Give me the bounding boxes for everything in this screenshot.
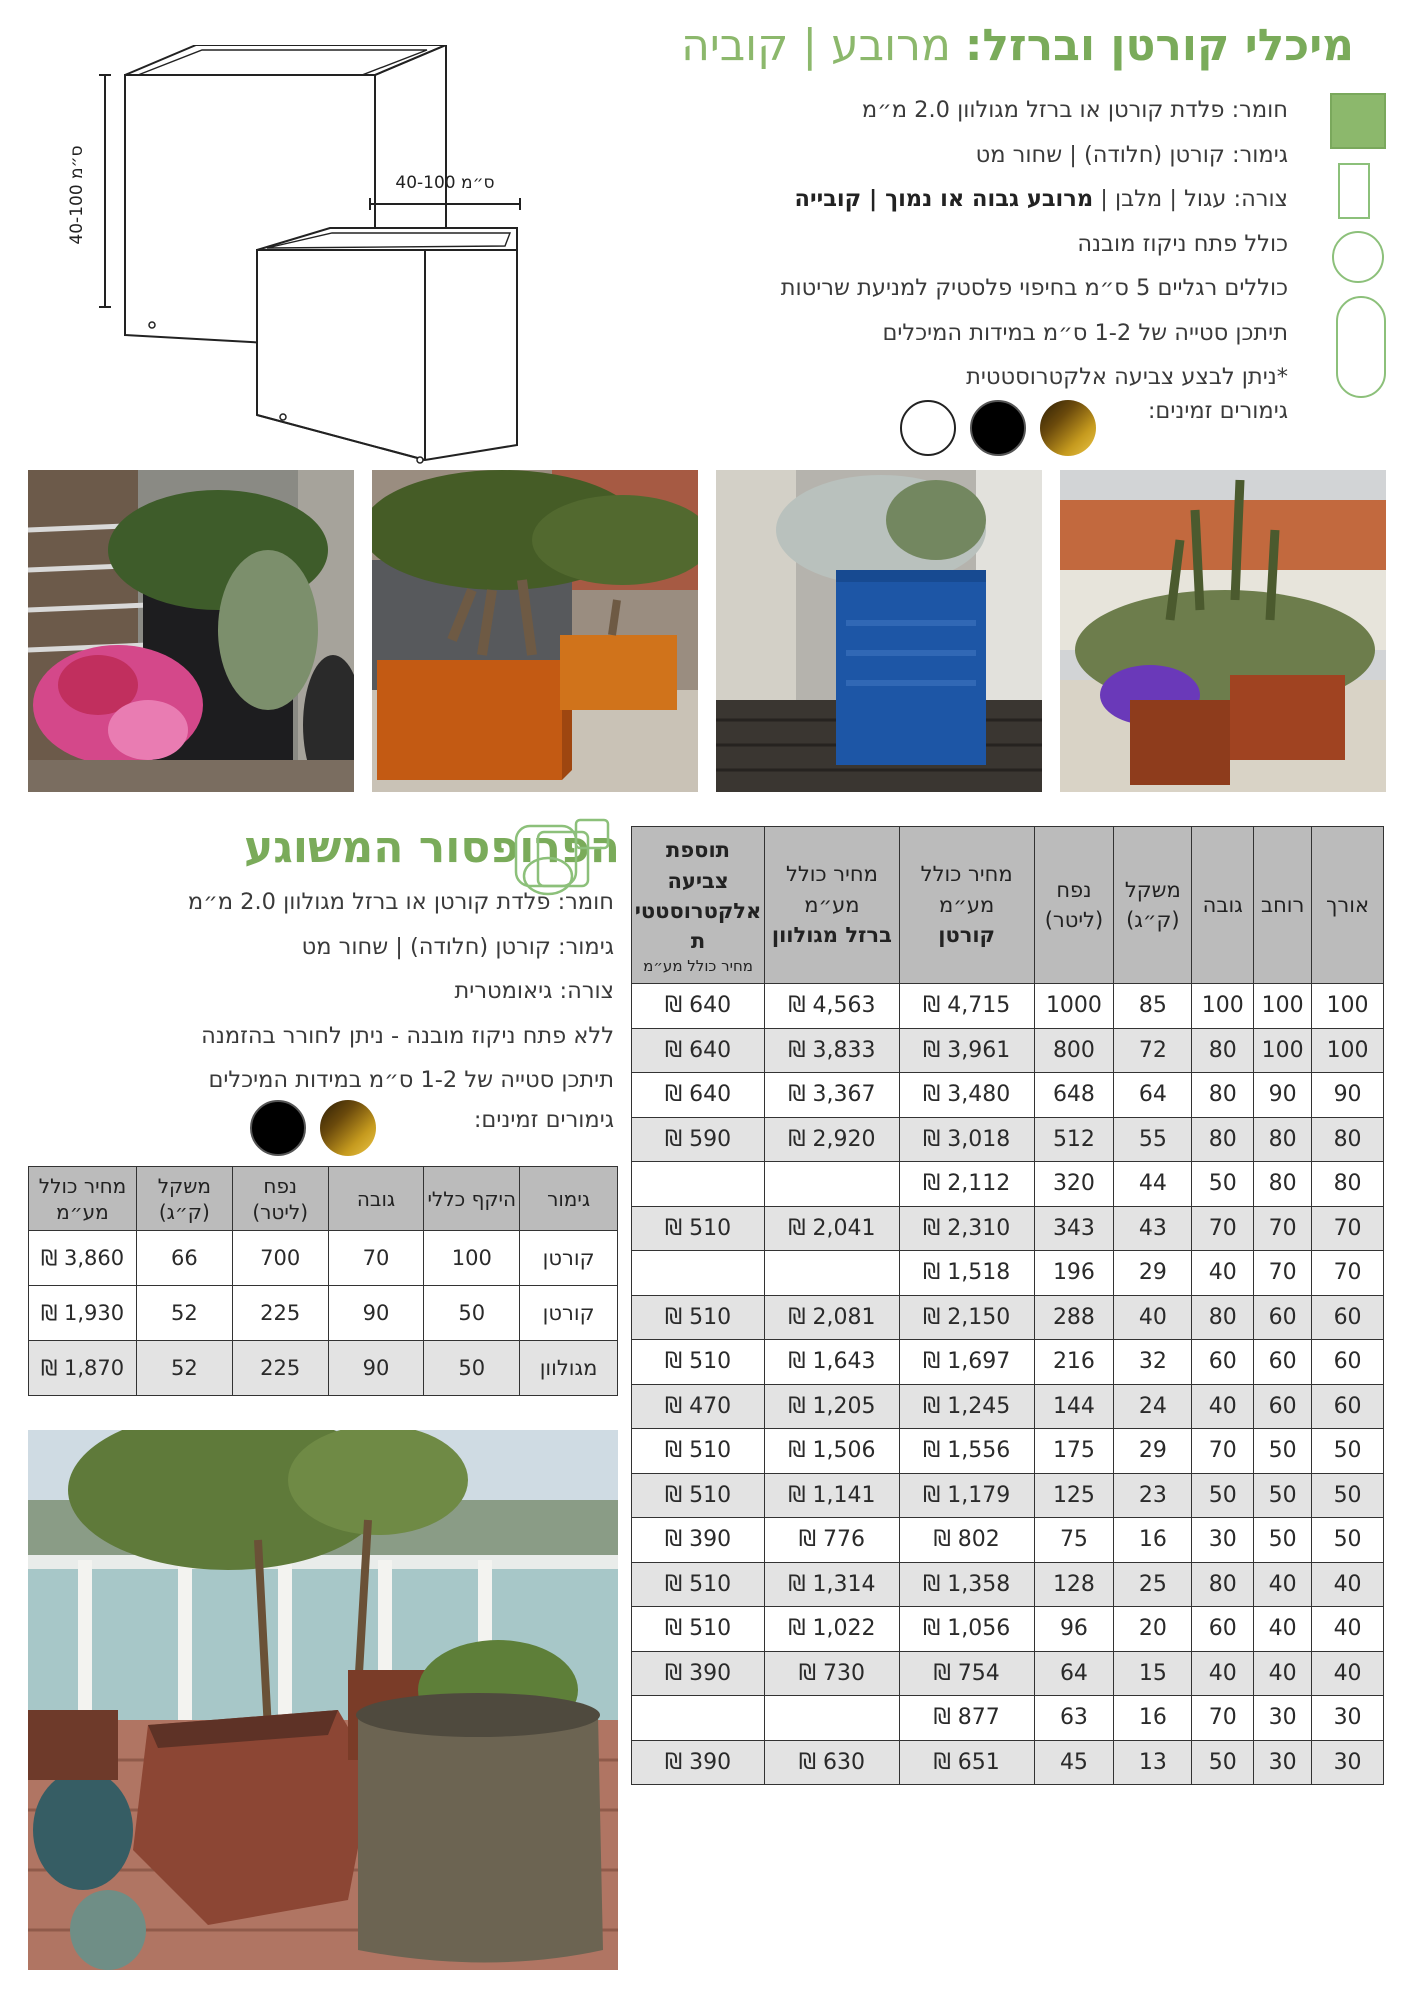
table-cell: 2,081 ₪: [765, 1295, 900, 1340]
table-cell: 2,041 ₪: [765, 1206, 900, 1251]
header-corten-price: מחיר כולל מע״מ קורטן: [899, 827, 1034, 984]
professor-spec-finish: גימור: קורטן (חלודה) | שחור מט: [301, 933, 614, 960]
table-cell: 3,018 ₪: [899, 1117, 1034, 1162]
table-cell: 1,179 ₪: [899, 1473, 1034, 1518]
table-row: [632, 1073, 1384, 1118]
photo-bonsai-corten-planters: [372, 470, 698, 792]
table-cell: 70: [1192, 1206, 1254, 1251]
table-cell: 3,367 ₪: [765, 1073, 900, 1118]
table-cell: 40: [1192, 1251, 1254, 1296]
table-row: [632, 984, 1384, 1029]
table-cell: 1,141 ₪: [765, 1473, 900, 1518]
table-cell: 60: [1254, 1295, 1312, 1340]
table-cell: 80: [1192, 1028, 1254, 1073]
table-cell: 50: [1254, 1473, 1312, 1518]
header-width: רוחב: [1254, 827, 1312, 984]
header-height: גובה: [328, 1167, 424, 1231]
table-cell: 100: [1254, 1028, 1312, 1073]
table-cell: 2,150 ₪: [899, 1295, 1034, 1340]
table-cell: 64: [1114, 1073, 1192, 1118]
table-cell: 877 ₪: [899, 1696, 1034, 1741]
spec-line-drain: כולל פתח ניקוז מובנה: [1077, 230, 1288, 257]
oval-icon: [1336, 296, 1386, 398]
table-cell: 640 ₪: [632, 984, 765, 1029]
professor-price-table: [28, 1166, 618, 1396]
table-cell: 2,310 ₪: [899, 1206, 1034, 1251]
table-cell: 512: [1034, 1117, 1114, 1162]
header-finish: גימור: [520, 1167, 618, 1231]
table-cell: 100: [1192, 984, 1254, 1029]
table-cell: 3,961 ₪: [899, 1028, 1034, 1073]
table-cell: 24: [1114, 1384, 1192, 1429]
table-cell: 2,112 ₪: [899, 1162, 1034, 1207]
table-cell: 390 ₪: [632, 1518, 765, 1563]
table-cell: 4,563 ₪: [765, 984, 900, 1029]
table-cell: 510 ₪: [632, 1562, 765, 1607]
table-cell: 40: [1254, 1607, 1312, 1652]
table-cell: 196: [1034, 1251, 1114, 1296]
table-row: קורטן 100 70 700 66 3,860 ₪: [29, 1231, 618, 1286]
table-row: [632, 1206, 1384, 1251]
table-row: [632, 1651, 1384, 1696]
table-row: [632, 1607, 1384, 1652]
professor-finishes-label: גימורים זמינים:: [473, 1107, 614, 1133]
table-cell: 640 ₪: [632, 1028, 765, 1073]
table-row: [632, 1518, 1384, 1563]
table-cell: 2,920 ₪: [765, 1117, 900, 1162]
spec-list: [508, 88, 1288, 400]
table-cell: 13: [1114, 1740, 1192, 1785]
table-cell: 1,556 ₪: [899, 1429, 1034, 1474]
table-cell: 85: [1114, 984, 1192, 1029]
table-row: [632, 1429, 1384, 1474]
table-cell: 63: [1034, 1696, 1114, 1741]
table-cell: 648: [1034, 1073, 1114, 1118]
table-cell: 70: [1254, 1206, 1312, 1251]
table-cell: 30: [1192, 1518, 1254, 1563]
table-cell: 390 ₪: [632, 1740, 765, 1785]
header-circumference: היקף כללי: [424, 1167, 520, 1231]
width-dimension-label: 40-100 ס״מ: [395, 173, 495, 193]
finish-corten-swatch: [1040, 400, 1096, 456]
photo-rooftop-corten-planters: [1060, 470, 1386, 792]
table-cell: 80: [1254, 1117, 1312, 1162]
table-row: [632, 1251, 1384, 1296]
page-title: [454, 20, 1354, 71]
table-cell: 70: [1312, 1251, 1384, 1296]
table-row: [632, 1028, 1384, 1073]
table-cell: 1000: [1034, 984, 1114, 1029]
professor-spec-list: [94, 880, 614, 1103]
price-table-body: [632, 984, 1384, 1785]
table-cell: 50: [1312, 1518, 1384, 1563]
header-volume: נפח (ליטר): [1034, 827, 1114, 984]
table-cell: 40: [1312, 1562, 1384, 1607]
finish-white-swatch: [900, 400, 956, 456]
table-cell: 45: [1034, 1740, 1114, 1785]
table-cell: 55: [1114, 1117, 1192, 1162]
spec-line-feet: כוללים רגליים 5 ס״מ בחיפוי פלסטיק למניעת שריטות: [780, 275, 1288, 301]
table-cell: [632, 1162, 765, 1207]
table-cell: 44: [1114, 1162, 1192, 1207]
page-title-bold: מיכלי קורטן וברזל:: [964, 20, 1354, 71]
table-cell: 1,643 ₪: [765, 1340, 900, 1385]
table-row: [632, 1696, 1384, 1741]
table-cell: 3,833 ₪: [765, 1028, 900, 1073]
header-height: גובה: [1192, 827, 1254, 984]
table-cell: 96: [1034, 1607, 1114, 1652]
table-cell: 1,205 ₪: [765, 1384, 900, 1429]
table-cell: 776 ₪: [765, 1518, 900, 1563]
table-cell: [765, 1162, 900, 1207]
table-cell: 510 ₪: [632, 1473, 765, 1518]
table-cell: 651 ₪: [899, 1740, 1034, 1785]
professor-spec-material: חומר: פלדת קורטן או ברזל מגולוון 2.0 מ״מ: [187, 889, 614, 915]
table-cell: 128: [1034, 1562, 1114, 1607]
header-electrostatic: תוספת צביעה אלקטרוסטטי ת מחיר כולל מע״מ: [632, 827, 765, 984]
table-cell: 90: [1254, 1073, 1312, 1118]
table-cell: 288: [1034, 1295, 1114, 1340]
table-cell: 40: [1312, 1651, 1384, 1696]
table-cell: 630 ₪: [765, 1740, 900, 1785]
table-cell: 40: [1254, 1651, 1312, 1696]
header-length: אורך: [1312, 827, 1384, 984]
table-cell: 510 ₪: [632, 1206, 765, 1251]
table-cell: 32: [1114, 1340, 1192, 1385]
table-cell: 20: [1114, 1607, 1192, 1652]
table-row: [632, 1384, 1384, 1429]
table-cell: 802 ₪: [899, 1518, 1034, 1563]
professor-title: הפרופסור המשוגע: [243, 822, 620, 873]
table-cell: 470 ₪: [632, 1384, 765, 1429]
table-cell: 30: [1312, 1696, 1384, 1741]
table-cell: 125: [1034, 1473, 1114, 1518]
table-cell: 16: [1114, 1518, 1192, 1563]
table-cell: 70: [1254, 1251, 1312, 1296]
table-cell: 1,697 ₪: [899, 1340, 1034, 1385]
table-cell: 216: [1034, 1340, 1114, 1385]
circle-icon: [1332, 231, 1384, 283]
table-cell: 30: [1254, 1740, 1312, 1785]
table-row: [632, 1162, 1384, 1207]
header-galvanized-price: מחיר כולל מע״מ ברזל מגולוון: [765, 827, 900, 984]
price-table-header-row: [632, 827, 1384, 984]
table-cell: 23: [1114, 1473, 1192, 1518]
table-cell: 3,480 ₪: [899, 1073, 1034, 1118]
table-cell: 60: [1192, 1340, 1254, 1385]
professor-table-header-row: [29, 1167, 618, 1231]
table-cell: 640 ₪: [632, 1073, 765, 1118]
height-dimension-label: 40-100 ס״מ: [67, 145, 87, 245]
table-cell: 40: [1192, 1384, 1254, 1429]
professor-spec-shape: צורה: גיאומטרית: [454, 978, 614, 1004]
finishes-label: גימורים זמינים:: [1147, 398, 1288, 424]
table-cell: 70: [1312, 1206, 1384, 1251]
table-cell: 100: [1312, 1028, 1384, 1073]
table-cell: 64: [1034, 1651, 1114, 1696]
table-cell: 1,518 ₪: [899, 1251, 1034, 1296]
table-cell: 1,358 ₪: [899, 1562, 1034, 1607]
table-cell: 29: [1114, 1429, 1192, 1474]
table-cell: 320: [1034, 1162, 1114, 1207]
header-price: מחיר כולל מע״מ: [29, 1167, 137, 1231]
table-cell: 40: [1192, 1651, 1254, 1696]
tall-rectangle-icon: [1338, 163, 1370, 219]
square-filled-icon: [1330, 93, 1386, 149]
table-row: [632, 1340, 1384, 1385]
table-cell: [765, 1251, 900, 1296]
table-cell: 50: [1192, 1740, 1254, 1785]
table-cell: 100: [1312, 984, 1384, 1029]
spec-line-shape: צורה: עגול | מלבן | מרובע גבוה או נמוך | קובייה: [794, 186, 1288, 212]
table-cell: 144: [1034, 1384, 1114, 1429]
table-row: קורטן 50 90 225 52 1,930 ₪: [29, 1286, 618, 1341]
table-cell: 1,314 ₪: [765, 1562, 900, 1607]
table-row: [632, 1740, 1384, 1785]
table-cell: 80: [1192, 1117, 1254, 1162]
professor-spec-tolerance: תיתכן סטייה של 1-2 ס״מ במידות המיכלים: [208, 1067, 614, 1093]
table-cell: 60: [1312, 1384, 1384, 1429]
table-cell: 343: [1034, 1206, 1114, 1251]
planter-dimension-diagram: [60, 45, 540, 475]
table-cell: 50: [1312, 1429, 1384, 1474]
professor-finish-black-swatch: [250, 1100, 306, 1156]
photo-terrace-geometric-planters: [28, 1430, 618, 1970]
table-row: מגולוון 50 90 225 52 1,870 ₪: [29, 1341, 618, 1396]
table-cell: 730 ₪: [765, 1651, 900, 1696]
table-cell: 60: [1312, 1295, 1384, 1340]
table-row: [632, 1117, 1384, 1162]
table-cell: 80: [1312, 1117, 1384, 1162]
table-cell: 4,715 ₪: [899, 984, 1034, 1029]
table-cell: 50: [1254, 1518, 1312, 1563]
finish-black-swatch: [970, 400, 1026, 456]
table-cell: 16: [1114, 1696, 1192, 1741]
table-cell: 72: [1114, 1028, 1192, 1073]
table-cell: 60: [1192, 1607, 1254, 1652]
table-cell: 15: [1114, 1651, 1192, 1696]
planter-price-table: [631, 826, 1384, 1785]
spec-line-paint: *ניתן לבצע צביעה אלקטרוסטטית: [966, 364, 1288, 390]
table-cell: 1,056 ₪: [899, 1607, 1034, 1652]
table-cell: 800: [1034, 1028, 1114, 1073]
table-cell: 40: [1114, 1295, 1192, 1340]
table-cell: 1,022 ₪: [765, 1607, 900, 1652]
spec-line-tolerance: תיתכן סטייה של 1-2 ס״מ במידות המיכלים: [882, 319, 1288, 346]
table-cell: 1,245 ₪: [899, 1384, 1034, 1429]
table-cell: 60: [1254, 1384, 1312, 1429]
table-cell: 80: [1192, 1562, 1254, 1607]
professor-spec-drain: ללא פתח ניקוז מובנה - ניתן לחורר בהזמנה: [201, 1022, 614, 1049]
photo-balcony-flowers-planter: [28, 470, 354, 792]
table-cell: 80: [1312, 1162, 1384, 1207]
table-cell: 60: [1254, 1340, 1312, 1385]
table-cell: 70: [1192, 1696, 1254, 1741]
table-cell: 510 ₪: [632, 1340, 765, 1385]
table-cell: 50: [1192, 1162, 1254, 1207]
table-row: [632, 1473, 1384, 1518]
header-weight: משקל (ק״ג): [1114, 827, 1192, 984]
table-row: [632, 1295, 1384, 1340]
header-volume: נפח (ליטר): [232, 1167, 328, 1231]
table-cell: 80: [1192, 1073, 1254, 1118]
table-cell: [632, 1251, 765, 1296]
table-cell: 43: [1114, 1206, 1192, 1251]
page-title-light: מרובע | קוביה: [681, 20, 951, 71]
table-cell: 75: [1034, 1518, 1114, 1563]
table-cell: [765, 1696, 900, 1741]
table-cell: 40: [1254, 1562, 1312, 1607]
table-cell: 50: [1192, 1473, 1254, 1518]
table-cell: 510 ₪: [632, 1429, 765, 1474]
table-cell: 70: [1192, 1429, 1254, 1474]
table-cell: 510 ₪: [632, 1607, 765, 1652]
table-cell: 90: [1312, 1073, 1384, 1118]
table-cell: 60: [1312, 1340, 1384, 1385]
table-cell: [632, 1696, 765, 1741]
table-cell: 30: [1312, 1740, 1384, 1785]
spec-line-finish: גימור: קורטן (חלודה) | שחור מט: [975, 141, 1288, 168]
professor-finish-corten-swatch: [320, 1100, 376, 1156]
table-cell: 80: [1192, 1295, 1254, 1340]
table-row: [632, 1562, 1384, 1607]
photo-blue-planter: [716, 470, 1042, 792]
table-cell: 30: [1254, 1696, 1312, 1741]
table-cell: 50: [1254, 1429, 1312, 1474]
table-cell: 510 ₪: [632, 1295, 765, 1340]
table-cell: 50: [1312, 1473, 1384, 1518]
table-cell: 29: [1114, 1251, 1192, 1296]
table-cell: 25: [1114, 1562, 1192, 1607]
header-weight: משקל (ק״ג): [136, 1167, 232, 1231]
table-cell: 175: [1034, 1429, 1114, 1474]
table-cell: 590 ₪: [632, 1117, 765, 1162]
table-cell: 1,506 ₪: [765, 1429, 900, 1474]
spec-line-material: חומר: פלדת קורטן או ברזל מגולוון 2.0 מ״מ: [861, 97, 1288, 123]
table-cell: 80: [1254, 1162, 1312, 1207]
table-cell: 754 ₪: [899, 1651, 1034, 1696]
table-cell: 100: [1254, 984, 1312, 1029]
table-cell: 390 ₪: [632, 1651, 765, 1696]
table-cell: 40: [1312, 1607, 1384, 1652]
